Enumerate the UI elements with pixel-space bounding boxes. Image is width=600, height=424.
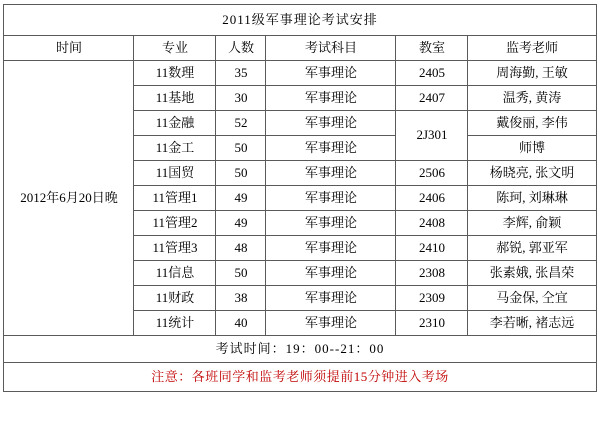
teacher-cell: 温秀, 黄涛 — [468, 86, 596, 111]
subject-cell: 军事理论 — [266, 286, 396, 311]
teacher-cell: 师博 — [468, 136, 596, 161]
title-row — [4, 5, 596, 36]
exam-time-row — [4, 336, 596, 363]
count-cell: 52 — [216, 111, 266, 136]
teacher-cell: 李辉, 俞颖 — [468, 211, 596, 236]
major-cell: 11金工 — [134, 136, 216, 161]
teacher-cell: 李若晰, 褚志远 — [468, 311, 596, 336]
room-cell: 2407 — [396, 86, 468, 111]
column-header-teacher: 监考老师 — [468, 36, 596, 61]
column-header-subject: 考试科目 — [266, 36, 396, 61]
room-cell: 2J301 — [396, 111, 468, 161]
count-cell: 50 — [216, 161, 266, 186]
major-cell: 11国贸 — [134, 161, 216, 186]
exam-date-cell: 2012年6月20日晚 — [4, 61, 134, 336]
major-cell: 11管理2 — [134, 211, 216, 236]
count-cell: 40 — [216, 311, 266, 336]
count-cell: 30 — [216, 86, 266, 111]
room-cell: 2506 — [396, 161, 468, 186]
column-header-time: 时间 — [4, 36, 134, 61]
room-cell: 2310 — [396, 311, 468, 336]
major-cell: 11信息 — [134, 261, 216, 286]
subject-cell: 军事理论 — [266, 186, 396, 211]
major-cell: 11金融 — [134, 111, 216, 136]
major-cell: 11数理 — [134, 61, 216, 86]
room-cell: 2309 — [396, 286, 468, 311]
teacher-cell: 马金保, 仝宜 — [468, 286, 596, 311]
notice-text: 注意：各班同学和监考老师须提前15分钟进入考场 — [4, 363, 596, 392]
subject-cell: 军事理论 — [266, 261, 396, 286]
column-header-count: 人数 — [216, 36, 266, 61]
room-cell: 2410 — [396, 236, 468, 261]
column-header-room: 教室 — [396, 36, 468, 61]
subject-cell: 军事理论 — [266, 111, 396, 136]
major-cell: 11统计 — [134, 311, 216, 336]
count-cell: 38 — [216, 286, 266, 311]
exam-time-text: 考试时间：19：00--21：00 — [4, 336, 596, 363]
count-cell: 50 — [216, 136, 266, 161]
exam-schedule-table — [3, 4, 596, 392]
major-cell: 11财政 — [134, 286, 216, 311]
subject-cell: 军事理论 — [266, 86, 396, 111]
document-title: 2011级军事理论考试安排 — [4, 5, 596, 36]
table-header-row — [4, 36, 596, 61]
major-cell: 11管理3 — [134, 236, 216, 261]
count-cell: 48 — [216, 236, 266, 261]
subject-cell: 军事理论 — [266, 311, 396, 336]
teacher-cell: 周海勤, 王敏 — [468, 61, 596, 86]
table-row — [4, 61, 596, 86]
room-cell: 2308 — [396, 261, 468, 286]
teacher-cell: 郝锐, 郭亚军 — [468, 236, 596, 261]
subject-cell: 军事理论 — [266, 61, 396, 86]
room-cell: 2408 — [396, 211, 468, 236]
major-cell: 11管理1 — [134, 186, 216, 211]
count-cell: 35 — [216, 61, 266, 86]
exam-schedule-document — [0, 4, 600, 424]
count-cell: 49 — [216, 186, 266, 211]
room-cell: 2406 — [396, 186, 468, 211]
subject-cell: 军事理论 — [266, 161, 396, 186]
subject-cell: 军事理论 — [266, 136, 396, 161]
notice-row — [4, 363, 596, 392]
major-cell: 11基地 — [134, 86, 216, 111]
teacher-cell: 杨晓亮, 张文明 — [468, 161, 596, 186]
subject-cell: 军事理论 — [266, 236, 396, 261]
teacher-cell: 戴俊丽, 李伟 — [468, 111, 596, 136]
count-cell: 49 — [216, 211, 266, 236]
teacher-cell: 张素娥, 张昌荣 — [468, 261, 596, 286]
teacher-cell: 陈珂, 刘琳琳 — [468, 186, 596, 211]
room-cell: 2405 — [396, 61, 468, 86]
column-header-major: 专业 — [134, 36, 216, 61]
subject-cell: 军事理论 — [266, 211, 396, 236]
count-cell: 50 — [216, 261, 266, 286]
